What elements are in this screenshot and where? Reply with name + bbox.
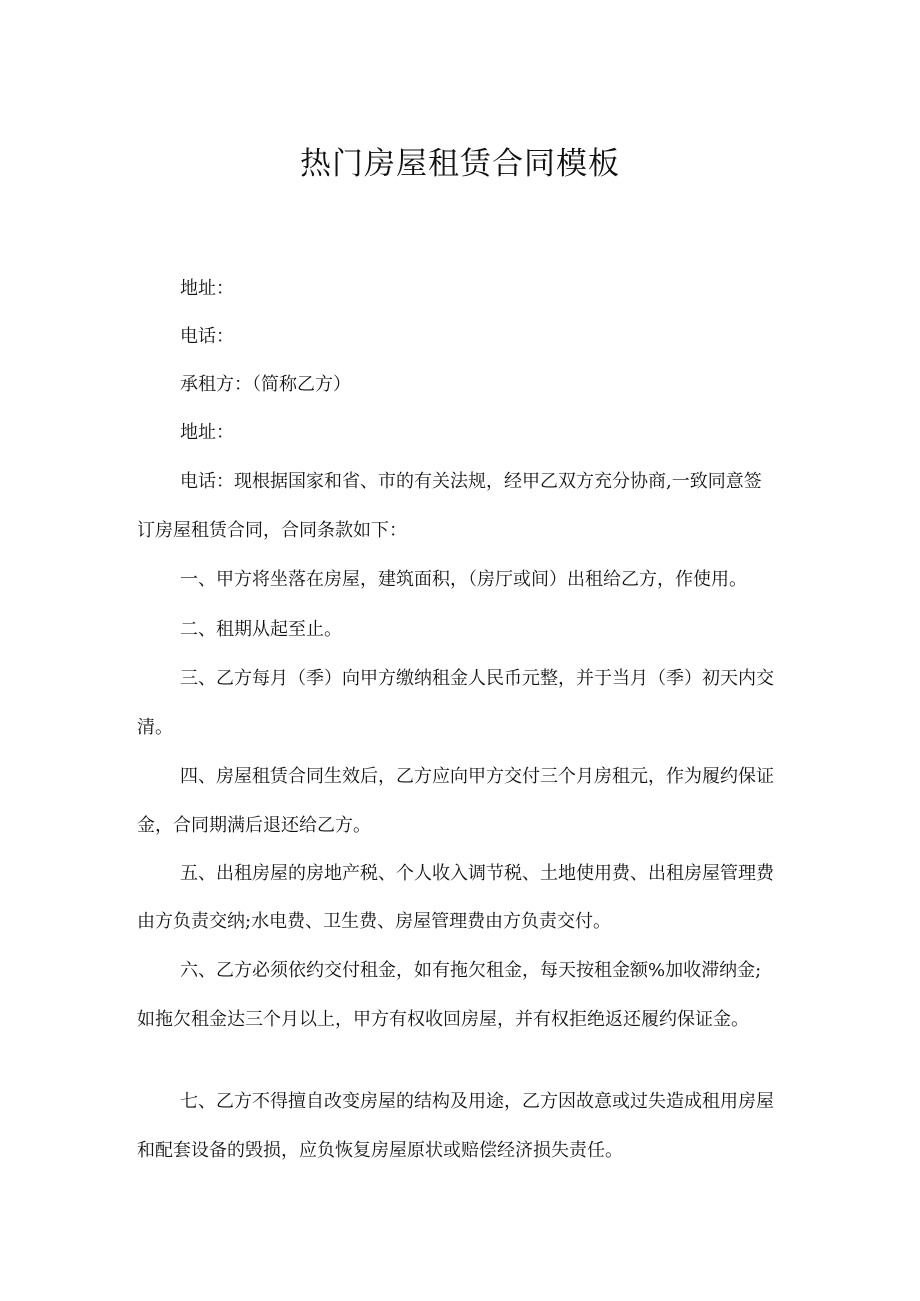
- clause-5-line-1: 五、出租房屋的房地产税、个人收入调节税、土地使用费、出租房屋管理费: [180, 863, 774, 884]
- clause-7-line-2: 和配套设备的毁损，应负恢复房屋原状或赔偿经济损失责任。: [137, 1140, 623, 1161]
- preamble-line-1: 电话：现根据国家和省、市的有关法规，经甲乙双方充分协商,一致同意签: [180, 471, 762, 492]
- clause-2: 二、租期从起至止。: [180, 619, 342, 640]
- clause-4-line-2: 金，合同期满后退还给乙方。: [137, 815, 371, 836]
- clause-3-line-1: 三、乙方每月（季）向甲方缴纳租金人民币元整，并于当月（季）初天内交: [180, 668, 774, 689]
- lessee-label: 承租方：（简称乙方）: [180, 374, 351, 395]
- clause-7-line-1: 七、乙方不得擅自改变房屋的结构及用途，乙方因故意或过失造成租用房屋: [180, 1091, 774, 1112]
- document-title: 热门房屋租赁合同模板: [300, 146, 620, 182]
- clause-3-line-2: 清。: [137, 717, 173, 738]
- clause-4-line-1: 四、房屋租赁合同生效后，乙方应向甲方交付三个月房租元，作为履约保证: [180, 766, 774, 787]
- lessor-address-label: 地址：: [180, 278, 234, 299]
- clause-6-line-2: 如拖欠租金达三个月以上，甲方有权收回房屋，并有权拒绝返还履约保证金。: [137, 1009, 749, 1030]
- clause-5-line-2: 由方负责交纳;水电费、卫生费、房屋管理费由方负责交付。: [137, 911, 612, 932]
- clause-6-line-1: 六、乙方必须依约交付租金，如有拖欠租金，每天按租金额%加收滞纳金;: [180, 960, 762, 981]
- preamble-line-2: 订房屋租赁合同，合同条款如下：: [137, 520, 407, 541]
- clause-1: 一、甲方将坐落在房屋，建筑面积，（房厅或间）出租给乙方，作使用。: [180, 569, 747, 590]
- lessor-phone-label: 电话：: [180, 326, 234, 347]
- lessee-address-label: 地址：: [180, 422, 234, 443]
